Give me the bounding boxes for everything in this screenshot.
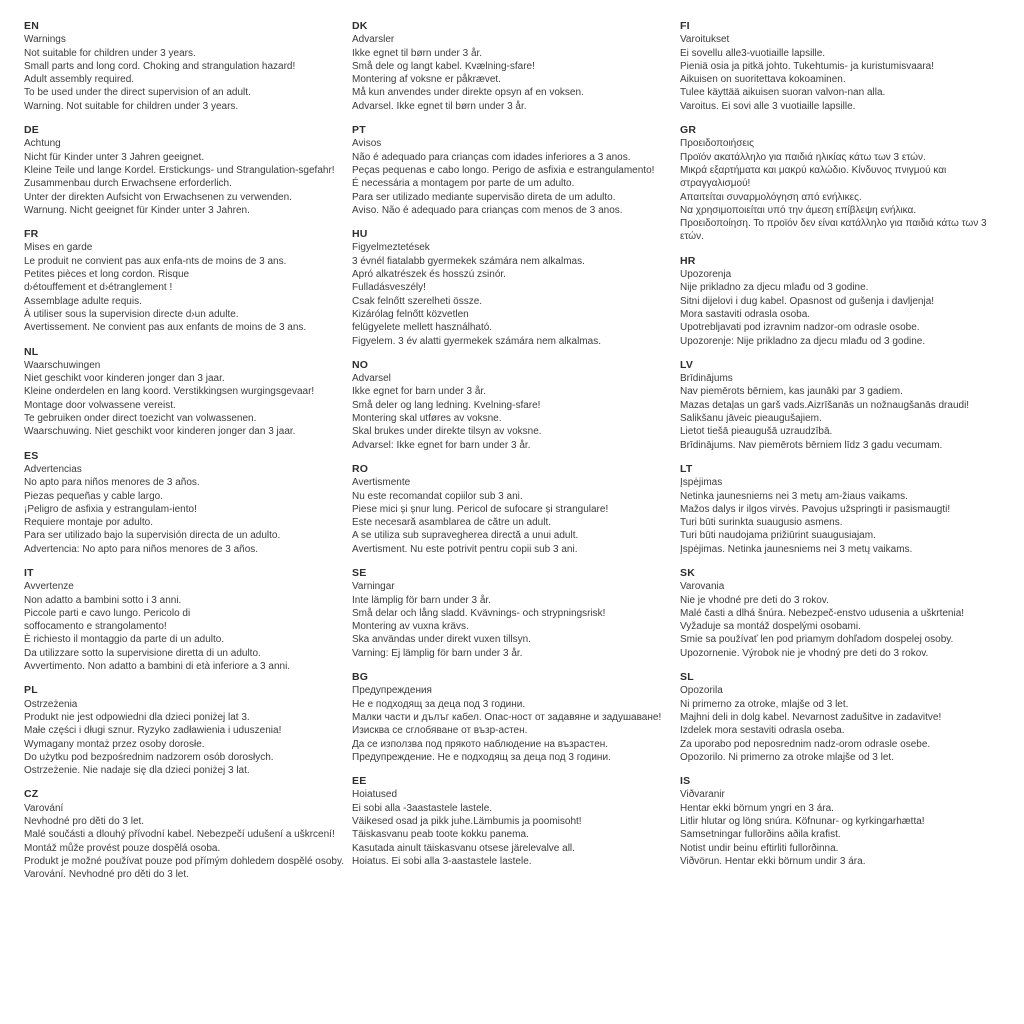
warning-line: Montering af voksne er påkrævet. — [352, 74, 501, 86]
section-cz — [24, 788, 358, 881]
warning-line: Notist undir beinu eftirliti fullorðinna. — [680, 842, 839, 854]
warning-line: Montáž může provést pouze dospělá osoba. — [24, 842, 221, 854]
warning-line: Avertisment. Nu este potrivit pentru copii sub 3 ani. — [352, 543, 578, 555]
warning-line: στραγγαλισμού! — [680, 178, 751, 190]
section-es — [24, 450, 358, 556]
warning-line: Προειδοποιήσεις — [680, 138, 754, 150]
warning-line: Apró alkatrészek és hosszú zsinór. — [352, 269, 506, 281]
warning-line: Para ser utilizado mediante supervisão direta de um adulto. — [352, 191, 616, 203]
warning-line: Nevhodné pro děti do 3 let. — [24, 816, 145, 828]
section-fi — [680, 20, 1014, 113]
warning-line: Nije prikladno za djecu mlađu od 3 godine. — [680, 282, 869, 294]
warning-line: È richiesto il montaggio da parte di un adulto. — [24, 634, 225, 646]
warning-line: Skal brukes under direkte tilsyn av voksne. — [352, 426, 542, 438]
warning-line: Produkt je možné používat pouze pod přímým dohledem dospělé osoby. — [24, 855, 344, 867]
warning-line: Μικρά εξαρτήματα και μακρύ καλώδιο. Κίνδυνος πνιγμού και — [680, 164, 947, 176]
warning-line: Not suitable for children under 3 years. — [24, 47, 196, 59]
warning-line: Advarsel. Ikke egnet til børn under 3 år. — [352, 100, 527, 112]
warning-line: Montering av vuxna krävs. — [352, 621, 469, 633]
warning-line: ετών. — [680, 231, 704, 243]
warning-line: Lietot tiešā pieaugušā uzraudzībā. — [680, 426, 833, 438]
warning-line: Advarsel — [352, 373, 391, 385]
warning-line: A se utiliza sub supravegherea directă a unui adult. — [352, 530, 579, 542]
warning-line: Varovania — [680, 581, 725, 593]
warning-line: Varování — [24, 802, 64, 814]
warning-line: Este necesară asamblarea de către un adult. — [352, 517, 552, 529]
warning-line: Sitni dijelovi i dug kabel. Opasnost od gušenja i davljenja! — [680, 295, 935, 307]
warning-line: Advarsel: Ikke egnet for barn under 3 år. — [352, 439, 531, 451]
warning-line: Mažos dalys ir ilgos virvės. Pavojus užspringti ir pasismaugti! — [680, 503, 951, 515]
warning-line: Warnings — [24, 34, 66, 46]
warning-line: Do użytku pod bezpośrednim nadzorem osób dorosłych. — [24, 751, 274, 763]
warning-line: À utiliser sous la supervision directe d›un adulte. — [24, 308, 239, 320]
warning-line: Įspėjimas. Netinka jaunesniems nei 3 metų vaikams. — [680, 543, 913, 555]
warning-line: Niet geschikt voor kinderen jonger dan 3 jaar. — [24, 373, 225, 385]
section-hu — [352, 228, 686, 348]
warning-line: Assemblage adulte requis. — [24, 295, 142, 307]
section-is — [680, 775, 1014, 868]
warning-line: Turi būti naudojama prižiūrint suaugusiajam. — [680, 530, 876, 542]
warning-line: Små deler og lang ledning. Kvelning-sfare! — [352, 399, 541, 411]
warning-line: Opozorilo. Ni primerno za otroke mlajše od 3 let. — [680, 751, 894, 763]
section-pt — [352, 124, 686, 217]
warning-line: Предупреждения — [352, 685, 432, 697]
warning-line: Da utilizzare sotto la supervisione diretta di un adulto. — [24, 647, 261, 659]
warning-line: Ikke egnet til børn under 3 år. — [352, 47, 483, 59]
language-code-heading: SE — [352, 566, 367, 579]
section-en — [24, 20, 358, 113]
warning-line: Varoitukset — [680, 34, 730, 46]
warning-line: Nu este recomandat copiilor sub 3 ani. — [352, 490, 523, 502]
warning-line: Avvertenze — [24, 581, 74, 593]
warning-line: Za uporabo pod neposrednim nadz-orom odrasle osebe. — [680, 738, 931, 750]
warning-line: Kasutada ainult täiskasvanu otsese järelevalve all. — [352, 842, 575, 854]
language-code-heading: FI — [680, 20, 690, 32]
section-hr — [680, 255, 1014, 348]
warning-line: Avisos — [352, 138, 382, 150]
warning-line: Kizárólag felnőtt közvetlen — [352, 308, 469, 320]
warning-line: Να χρησιμοποιείται υπό την άμεση επίβλεψη ενήλικα. — [680, 204, 917, 216]
warning-line: Avertissement. Ne convient pas aux enfants de moins de 3 ans. — [24, 322, 307, 334]
warning-line: Smie sa používať len pod priamym dohľadom dospelej osoby. — [680, 634, 954, 646]
warning-line: Varning: Ej lämplig för barn under 3 år. — [352, 647, 523, 659]
warning-line: Viðvaranir — [680, 789, 725, 801]
warning-line: Ska användas under direkt vuxen tillsyn. — [352, 634, 531, 646]
warning-line: Brīdinājums — [680, 373, 733, 385]
warning-line: Advertencia: No apto para niños menores de 3 años. — [24, 543, 259, 555]
language-code-heading: ES — [24, 449, 39, 462]
language-code-heading: SL — [680, 671, 694, 684]
language-code-heading: HU — [352, 228, 368, 241]
language-code-heading: LT — [680, 462, 693, 475]
warning-line: Opozorila — [680, 685, 723, 697]
warning-line: Nav piemērots bērniem, kas jaunāki par 3 gadiem. — [680, 386, 903, 398]
language-code-heading: NO — [352, 358, 369, 371]
warning-line: Upozorenje: Nije prikladno za djecu mlađu od 3 godine. — [680, 335, 926, 347]
warning-line: Nie je vhodné pre deti do 3 rokov. — [680, 594, 829, 606]
warning-line: Hentar ekki börnum yngri en 3 ára. — [680, 802, 834, 814]
warning-line: Pieniä osia ja pitkä johto. Tukehtumis- ja kuristumisvaara! — [680, 60, 935, 72]
warning-line: Inte lämplig för barn under 3 år. — [352, 594, 491, 606]
warning-line: Te gebruiken onder direct toezicht van volwassenen. — [24, 413, 257, 425]
warning-line: Aviso. Não é adequado para crianças com menos de 3 anos. — [352, 204, 623, 216]
warning-line: Не е подходящ за деца под 3 години. — [352, 698, 526, 710]
warning-line: Advarsler — [352, 34, 395, 46]
warning-line: soffocamento e strangolamento! — [24, 621, 167, 633]
warning-line: Figyelmeztetések — [352, 242, 430, 254]
warning-line: Upozornenie. Výrobok nie je vhodný pre deti do 3 rokov. — [680, 647, 929, 659]
warning-line: Täiskasvanu peab toote kokku panema. — [352, 829, 529, 841]
warning-line: Mazas detaļas un garš vads.Aizrīšanās un nožnaugšanās draudi! — [680, 399, 970, 411]
warning-line: Piese mici și șnur lung. Pericol de sufocare și strangulare! — [352, 503, 609, 515]
warning-line: Προϊόν ακατάλληλο για παιδιά ηλικίας κάτω των 3 ετών. — [680, 151, 926, 163]
warning-line: Įspėjimas — [680, 477, 723, 489]
section-de — [24, 124, 358, 217]
section-ro — [352, 463, 686, 556]
warning-line: Salikšanu jāveic pieaugušajiem. — [680, 413, 822, 425]
warning-line: Figyelem. 3 év alatti gyermekek számára nem alkalmas. — [352, 335, 601, 347]
warning-line: Piezas pequeñas y cable largo. — [24, 490, 163, 502]
warning-line: Zusammenbau durch Erwachsene erforderlich. — [24, 178, 232, 190]
warning-line: Tulee käyttää aikuisen suoran valvon-nan alla. — [680, 87, 886, 99]
warning-line: Απαιτείται συναρμολόγηση από ενήλικες. — [680, 191, 862, 203]
warning-line: Le produit ne convient pas aux enfa-nts de moins de 3 ans. — [24, 255, 287, 267]
column-1 — [24, 20, 358, 893]
warning-line: Да се използва под прякото наблюдение на възрастен. — [352, 738, 609, 750]
section-no — [352, 359, 686, 452]
warning-line: Não é adequado para crianças com idades inferiores a 3 anos. — [352, 151, 631, 163]
warning-line: Samsetningar fullorðins aðila krafist. — [680, 829, 841, 841]
section-it — [24, 567, 358, 673]
warning-line: Hoiatused — [352, 789, 398, 801]
warning-line: Må kun anvendes under direkte opsyn af en voksen. — [352, 87, 584, 99]
warning-line: Ikke egnet for barn under 3 år. — [352, 386, 486, 398]
language-code-heading: EE — [352, 775, 367, 788]
warning-line: Waarschuwingen — [24, 359, 101, 371]
warning-line: Mises en garde — [24, 242, 93, 254]
warning-line: Fulladásveszély! — [352, 282, 426, 294]
warning-line: Aikuisen on suoritettava kokoaminen. — [680, 74, 846, 86]
warning-line: Non adatto a bambini sotto i 3 anni. — [24, 594, 182, 606]
warning-line: Ostrzeżenie. Nie nadaje się dla dzieci poniżej 3 lat. — [24, 765, 250, 777]
section-sl — [680, 671, 1014, 764]
warning-line: Vyžaduje sa montáž dospelými osobami. — [680, 621, 861, 633]
warning-line: Małe części i długi sznur. Ryzyko zadławienia i uduszenia! — [24, 725, 282, 737]
warning-line: 3 évnél fiatalabb gyermekek számára nem alkalmas. — [352, 255, 585, 267]
language-code-heading: NL — [24, 345, 39, 358]
warning-line: ¡Peligro de asfixia y estrangulam-iento! — [24, 503, 197, 515]
language-code-heading: GR — [680, 124, 697, 137]
warning-line: Kleine Teile und lange Kordel. Erstickungs- und Strangulation-sgefahr! — [24, 164, 335, 176]
warning-line: Warnung. Nicht geeignet für Kinder unter 3 Jahren. — [24, 204, 250, 216]
warning-line: Hoiatus. Ei sobi alla 3-aastastele lastele. — [352, 855, 532, 867]
warning-line: Малки части и дълъг кабел. Опас-ност от задавяне и задушаване! — [352, 711, 662, 723]
language-code-heading: DE — [24, 124, 39, 137]
language-code-heading: EN — [24, 20, 39, 32]
warning-line: Wymagany montaż przez osoby dorosłe. — [24, 738, 205, 750]
warning-line: Warning. Not suitable for children under 3 years. — [24, 100, 239, 112]
warning-line: Litlir hlutar og löng snúra. Köfnunar- og kyrkingarhætta! — [680, 816, 925, 828]
warning-line: Requiere montaje por adulto. — [24, 517, 153, 529]
warning-line: Csak felnőtt szerelheti össze. — [352, 295, 483, 307]
warning-line: Ei sobi alla -3aastastele lastele. — [352, 802, 493, 814]
column-2 — [352, 20, 686, 879]
language-code-heading: HR — [680, 254, 696, 267]
language-code-heading: BG — [352, 671, 369, 684]
warning-line: Nicht für Kinder unter 3 Jahren geeignet. — [24, 151, 205, 163]
section-gr — [680, 124, 1014, 244]
warning-line: Προειδοποίηση. Το προϊόν δεν είναι κατάλληλο για παιδιά κάτω των 3 — [680, 218, 987, 230]
section-ee — [352, 775, 686, 868]
section-fr — [24, 228, 358, 334]
warning-line: Upozorenja — [680, 269, 732, 281]
warning-line: Avvertimento. Non adatto a bambini di età inferiore a 3 anni. — [24, 661, 291, 673]
language-code-heading: LV — [680, 358, 694, 371]
warning-line: d›étouffement et d›étranglement ! — [24, 282, 173, 294]
warning-line: Netinka jaunesniems nei 3 metų am-žiaus vaikams. — [680, 490, 908, 502]
warning-line: Piccole parti e cavo lungo. Pericolo di — [24, 607, 191, 619]
warning-line: Avertismente — [352, 477, 411, 489]
section-lt — [680, 463, 1014, 556]
language-code-heading: IS — [680, 775, 691, 788]
warning-line: Unter der direkten Aufsicht von Erwachsenen zu verwenden. — [24, 191, 292, 203]
language-code-heading: SK — [680, 566, 695, 579]
warning-line: Majhni deli in dolg kabel. Nevarnost zadušitve in zadavitve! — [680, 711, 942, 723]
warning-line: Malé součásti a dlouhý přívodní kabel. Nebezpečí udušení a uškrcení! — [24, 829, 335, 841]
section-lv — [680, 359, 1014, 452]
warning-line: Väikesed osad ja pikk juhe.Lämbumis ja poomisoht! — [352, 816, 582, 828]
warning-line: Montage door volwassene vereist. — [24, 399, 176, 411]
warning-line: Varoitus. Ei sovi alle 3 vuotiaille lapsille. — [680, 100, 856, 112]
language-code-heading: RO — [352, 462, 369, 475]
warning-line: Kleine onderdelen en lang koord. Verstikkingsen wurgingsgevaar! — [24, 386, 315, 398]
section-nl — [24, 346, 358, 439]
warning-line: Upotrebljavati pod izravnim nadzor-om odrasle osobe. — [680, 322, 920, 334]
section-se — [352, 567, 686, 660]
warning-line: felügyelete mellett használható. — [352, 322, 493, 334]
language-code-heading: PL — [24, 684, 38, 697]
warning-line: Malé časti a dlhá šnúra. Nebezpeč-enstvo udusenia a uškrtenia! — [680, 607, 965, 619]
language-code-heading: IT — [24, 566, 34, 579]
warning-line: Ostrzeżenia — [24, 698, 78, 710]
section-pl — [24, 684, 358, 777]
warning-line: Viðvörun. Hentar ekki börnum undir 3 ára. — [680, 855, 866, 867]
warning-line: Brīdinājums. Nav piemērots bērniem līdz 3 gadu vecumam. — [680, 439, 943, 451]
warning-line: Små dele og langt kabel. Kvælning-sfare! — [352, 60, 535, 72]
warning-line: Ei sovellu alle3-vuotiaille lapsille. — [680, 47, 826, 59]
warning-line: Advertencias — [24, 463, 82, 475]
warning-line: Small parts and long cord. Choking and strangulation hazard! — [24, 60, 296, 72]
warning-line: Varování. Nevhodné pro děti do 3 let. — [24, 869, 189, 881]
warning-line: Adult assembly required. — [24, 74, 135, 86]
column-3 — [680, 20, 1014, 879]
warning-line: Achtung — [24, 138, 61, 150]
warning-line: Mora sastaviti odrasla osoba. — [680, 308, 811, 320]
warning-line: Montering skal utføres av voksne. — [352, 413, 502, 425]
warning-line: Предупреждение. Не е подходящ за деца под 3 години. — [352, 751, 611, 763]
warning-line: Изисква се сглобяване от възр-астен. — [352, 725, 528, 737]
warning-line: Ni primerno za otroke, mlajše od 3 let. — [680, 698, 849, 710]
warning-line: Izdelek mora sestaviti odrasla oseba. — [680, 725, 845, 737]
section-dk — [352, 20, 686, 113]
section-sk — [680, 567, 1014, 660]
warning-line: To be used under the direct supervision of an adult. — [24, 87, 251, 99]
language-code-heading: PT — [352, 124, 366, 137]
warning-line: Varningar — [352, 581, 395, 593]
warning-line: No apto para niños menores de 3 años. — [24, 477, 200, 489]
warning-line: Produkt nie jest odpowiedni dla dzieci poniżej lat 3. — [24, 711, 250, 723]
language-code-heading: FR — [24, 228, 39, 241]
warning-line: Små delar och lång sladd. Kvävnings- och strypningsrisk! — [352, 607, 606, 619]
warning-line: Petites pièces et long cordon. Risque — [24, 269, 190, 281]
language-code-heading: CZ — [24, 788, 39, 801]
warning-line: É necessária a montagem por parte de um adulto. — [352, 178, 575, 190]
warning-line: Turi būti surinkta suaugusio asmens. — [680, 517, 843, 529]
section-bg — [352, 671, 686, 764]
warning-line: Waarschuwing. Niet geschikt voor kinderen jonger dan 3 jaar. — [24, 426, 296, 438]
warning-line: Peças pequenas e cabo longo. Perigo de asfixia e estrangulamento! — [352, 164, 655, 176]
language-code-heading: DK — [352, 20, 368, 32]
warning-line: Para ser utilizado bajo la supervisión directa de un adulto. — [24, 530, 281, 542]
